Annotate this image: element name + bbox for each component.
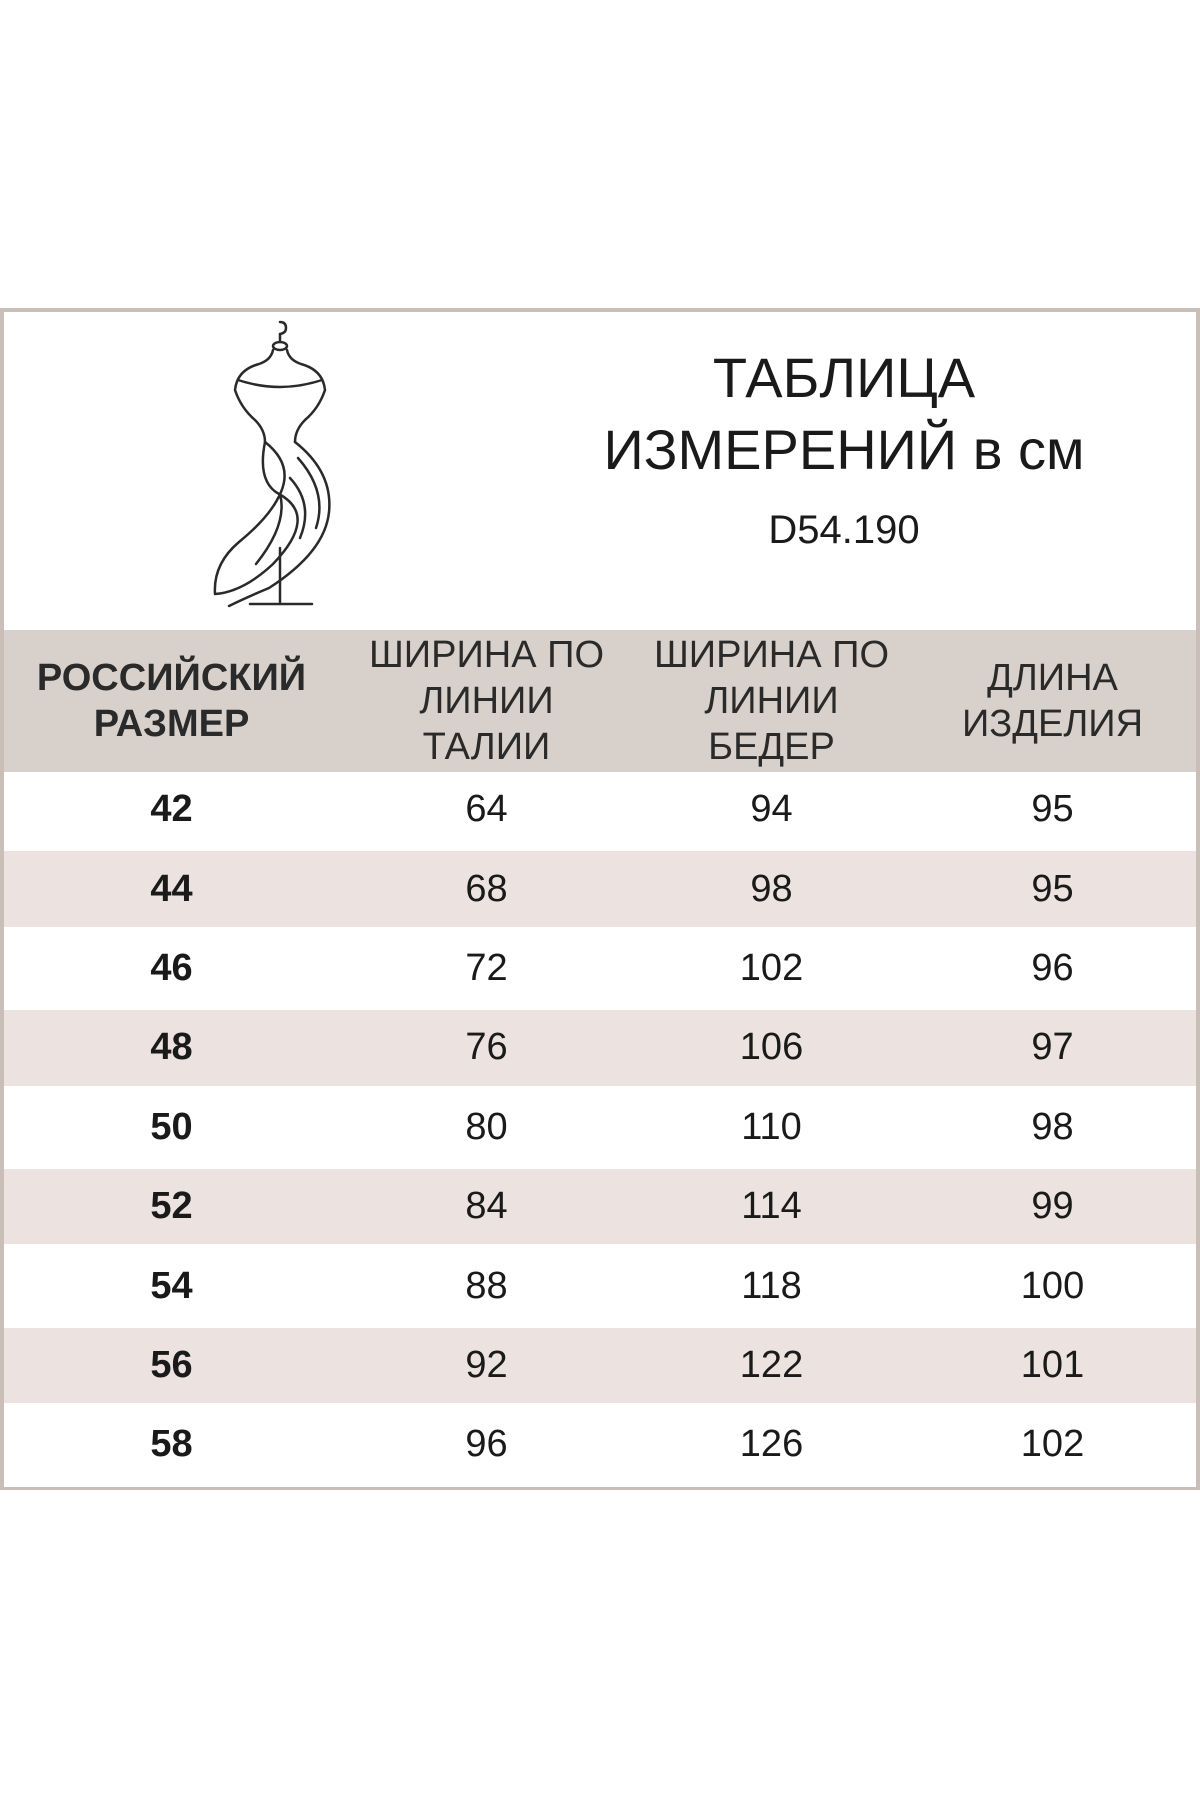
cell-size: 52 xyxy=(150,1185,193,1228)
cell-length: 100 xyxy=(1020,1264,1085,1307)
header-length-line: ДЛИНА xyxy=(987,657,1118,699)
cell-hips: 106 xyxy=(739,1026,804,1069)
cell-waist: 96 xyxy=(465,1423,508,1466)
cell-waist: 72 xyxy=(465,946,508,989)
table-row xyxy=(4,1090,1196,1169)
cell-waist: 88 xyxy=(465,1264,508,1307)
cell-hips: 102 xyxy=(739,946,804,989)
cell-size: 56 xyxy=(150,1343,193,1386)
cell-hips: 114 xyxy=(741,1185,802,1228)
table-row xyxy=(4,1169,1196,1248)
header-waist-line: ШИРИНА ПО xyxy=(368,634,604,676)
table-header xyxy=(4,630,1196,772)
cell-size: 46 xyxy=(150,946,193,989)
cell-size: 54 xyxy=(150,1264,193,1307)
cell-length: 101 xyxy=(1020,1343,1085,1386)
table-row xyxy=(4,1010,1196,1089)
table-row xyxy=(4,931,1196,1010)
cell-hips: 110 xyxy=(741,1105,802,1148)
header-length-line: ИЗДЕЛИЯ xyxy=(961,703,1144,745)
header-waist xyxy=(339,632,634,770)
header-waist-line: ТАЛИИ xyxy=(422,726,551,768)
title-line-2: ИЗМЕРЕНИЙ в см xyxy=(603,418,1085,481)
article-number: D54.190 xyxy=(768,508,920,552)
cell-waist: 76 xyxy=(465,1026,508,1069)
cell-hips: 126 xyxy=(739,1423,804,1466)
header-size xyxy=(4,655,339,747)
table-body xyxy=(4,772,1196,1487)
cell-hips: 98 xyxy=(750,867,793,910)
header-hips xyxy=(634,632,909,770)
cell-waist: 68 xyxy=(465,867,508,910)
cell-waist: 80 xyxy=(465,1105,508,1148)
table-row xyxy=(4,1407,1196,1486)
header-hips-line: ШИРИНА ПО xyxy=(653,634,889,676)
cell-length: 102 xyxy=(1020,1423,1085,1466)
cell-size: 42 xyxy=(150,788,193,831)
cell-length: 99 xyxy=(1031,1185,1074,1228)
cell-length: 95 xyxy=(1031,788,1074,831)
size-chart-frame xyxy=(0,308,1200,1490)
chart-header xyxy=(4,312,1196,630)
header-size-line: РАЗМЕР xyxy=(93,703,250,745)
cell-waist: 64 xyxy=(465,788,508,831)
header-length xyxy=(909,655,1196,747)
cell-length: 98 xyxy=(1031,1105,1074,1148)
header-hips-line: БЕДЕР xyxy=(708,726,835,768)
cell-waist: 84 xyxy=(465,1185,508,1228)
header-hips-line: ЛИНИИ xyxy=(704,680,839,722)
cell-waist: 92 xyxy=(465,1343,508,1386)
cell-size: 48 xyxy=(150,1026,193,1069)
cell-size: 50 xyxy=(150,1105,193,1148)
dress-mannequin-icon xyxy=(200,318,360,618)
cell-hips: 118 xyxy=(741,1264,802,1307)
header-size-line: РОССИЙСКИЙ xyxy=(36,657,307,699)
cell-size: 58 xyxy=(150,1423,193,1466)
table-row xyxy=(4,1328,1196,1407)
header-waist-line: ЛИНИИ xyxy=(419,680,554,722)
cell-hips: 94 xyxy=(750,788,793,831)
cell-length: 96 xyxy=(1031,946,1074,989)
cell-size: 44 xyxy=(150,867,193,910)
cell-length: 95 xyxy=(1031,867,1074,910)
table-row xyxy=(4,772,1196,851)
table-row xyxy=(4,851,1196,930)
cell-hips: 122 xyxy=(739,1343,804,1386)
title-line-1: ТАБЛИЦА xyxy=(712,346,976,409)
cell-length: 97 xyxy=(1031,1026,1074,1069)
table-row xyxy=(4,1248,1196,1327)
title-block xyxy=(564,342,1124,553)
